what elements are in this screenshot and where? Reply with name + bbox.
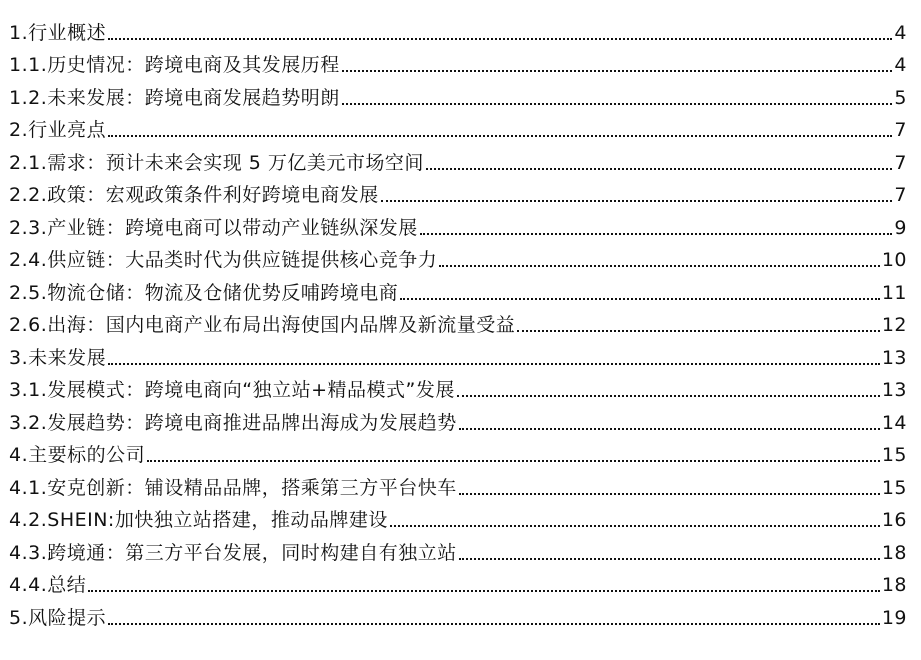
toc-entry-page[interactable]: 18 [881, 541, 907, 564]
toc-entry[interactable] [9, 530, 907, 563]
dot-leader [390, 525, 880, 527]
toc-entry-page[interactable]: 13 [881, 379, 907, 401]
dot-leader [459, 493, 880, 495]
toc-entry[interactable] [9, 238, 907, 271]
toc-entry[interactable] [9, 140, 907, 173]
toc-entry-page[interactable]: 7 [894, 119, 907, 141]
dot-leader [108, 363, 880, 365]
toc-entry-page[interactable]: 9 [894, 216, 907, 239]
dot-leader [108, 38, 892, 40]
toc-entry[interactable] [9, 465, 907, 498]
dot-leader [420, 233, 893, 235]
toc-entry[interactable] [9, 433, 907, 466]
toc-entry-page[interactable]: 7 [894, 151, 907, 174]
toc-entry-title[interactable]: 4.1.安克创新：铺设精品品牌，搭乘第三方平台快车 [9, 476, 457, 499]
dot-leader [400, 298, 880, 300]
toc-entry-title[interactable]: 4.3.跨境通：第三方平台发展，同时构建自有独立站 [9, 541, 457, 564]
toc-entry-page[interactable]: 11 [881, 281, 907, 304]
toc-entry-title[interactable]: 4.主要标的公司 [9, 444, 146, 466]
dot-leader [342, 70, 893, 72]
toc-entry-page[interactable]: 5 [894, 86, 907, 109]
toc-entry-title[interactable]: 2.2.政策：宏观政策条件利好跨境电商发展 [9, 184, 379, 206]
toc-entry[interactable] [9, 43, 907, 76]
toc-entry-title[interactable]: 3.1.发展模式：跨境电商向“独立站+精品模式”发展 [9, 379, 455, 401]
dot-leader [517, 330, 880, 332]
dot-leader [459, 558, 880, 560]
toc-entry[interactable] [9, 498, 907, 531]
toc-entry-title[interactable]: 2.5.物流仓储：物流及仓储优势反哺跨境电商 [9, 281, 399, 304]
toc-entry-page[interactable]: 12 [881, 314, 907, 336]
toc-entry-title[interactable]: 3.未来发展 [9, 346, 107, 369]
dot-leader [147, 460, 880, 462]
dot-leader [108, 135, 892, 137]
dot-leader [88, 590, 880, 592]
toc-entry-title[interactable]: 5.风险提示 [9, 606, 107, 629]
toc-entry-title[interactable]: 2.1.需求：预计未来会实现 5 万亿美元市场空间 [9, 151, 424, 174]
toc-entry-title[interactable]: 2.4.供应链：大品类时代为供应链提供核心竞争力 [9, 249, 438, 271]
toc-entry-page[interactable]: 18 [881, 574, 907, 596]
dot-leader [457, 395, 880, 397]
toc-entry[interactable] [9, 368, 907, 401]
toc-entry[interactable] [9, 335, 907, 368]
toc-entry-page[interactable]: 15 [881, 444, 907, 466]
toc-entry[interactable] [9, 108, 907, 141]
dot-leader [108, 623, 880, 625]
toc-entry[interactable] [9, 205, 907, 238]
toc-entry-page[interactable]: 16 [881, 509, 907, 531]
toc-entry-page[interactable]: 10 [881, 249, 907, 271]
dot-leader [342, 103, 893, 105]
toc-entry-page[interactable]: 4 [894, 54, 907, 76]
toc-entry[interactable] [9, 563, 907, 596]
toc-entry-page[interactable]: 7 [894, 184, 907, 206]
toc-entry[interactable] [9, 173, 907, 206]
dot-leader [459, 428, 880, 430]
toc-entry-title[interactable]: 4.2.SHEIN:加快独立站搭建，推动品牌建设 [9, 509, 388, 531]
toc-entry-title[interactable]: 1.2.未来发展：跨境电商发展趋势明朗 [9, 86, 340, 109]
toc-entry[interactable] [9, 270, 907, 303]
toc-entry-page[interactable]: 4 [894, 21, 907, 44]
toc-entry-title[interactable]: 3.2.发展趋势：跨境电商推进品牌出海成为发展趋势 [9, 411, 457, 434]
toc-entry-title[interactable]: 2.6.出海：国内电商产业布局出海使国内品牌及新流量受益 [9, 314, 516, 336]
toc-entry-page[interactable]: 15 [881, 476, 907, 499]
toc-entry[interactable] [9, 303, 907, 336]
dot-leader [426, 168, 892, 170]
toc-entry[interactable] [9, 400, 907, 433]
toc-entry[interactable] [9, 595, 907, 628]
toc-entry[interactable] [9, 10, 907, 43]
dot-leader [381, 200, 893, 202]
toc-entry-title[interactable]: 4.4.总结 [9, 574, 87, 596]
toc-entry-page[interactable]: 13 [881, 346, 907, 369]
toc-entry[interactable] [9, 75, 907, 108]
toc-entry-page[interactable]: 14 [881, 411, 907, 434]
toc-entry-page[interactable]: 19 [881, 606, 907, 629]
dot-leader [439, 265, 880, 267]
toc-entry-title[interactable]: 2.行业亮点 [9, 119, 107, 141]
toc-entry-title[interactable]: 1.行业概述 [9, 21, 107, 44]
toc-entry-title[interactable]: 1.1.历史情况：跨境电商及其发展历程 [9, 54, 340, 76]
toc-entry-title[interactable]: 2.3.产业链：跨境电商可以带动产业链纵深发展 [9, 216, 418, 239]
